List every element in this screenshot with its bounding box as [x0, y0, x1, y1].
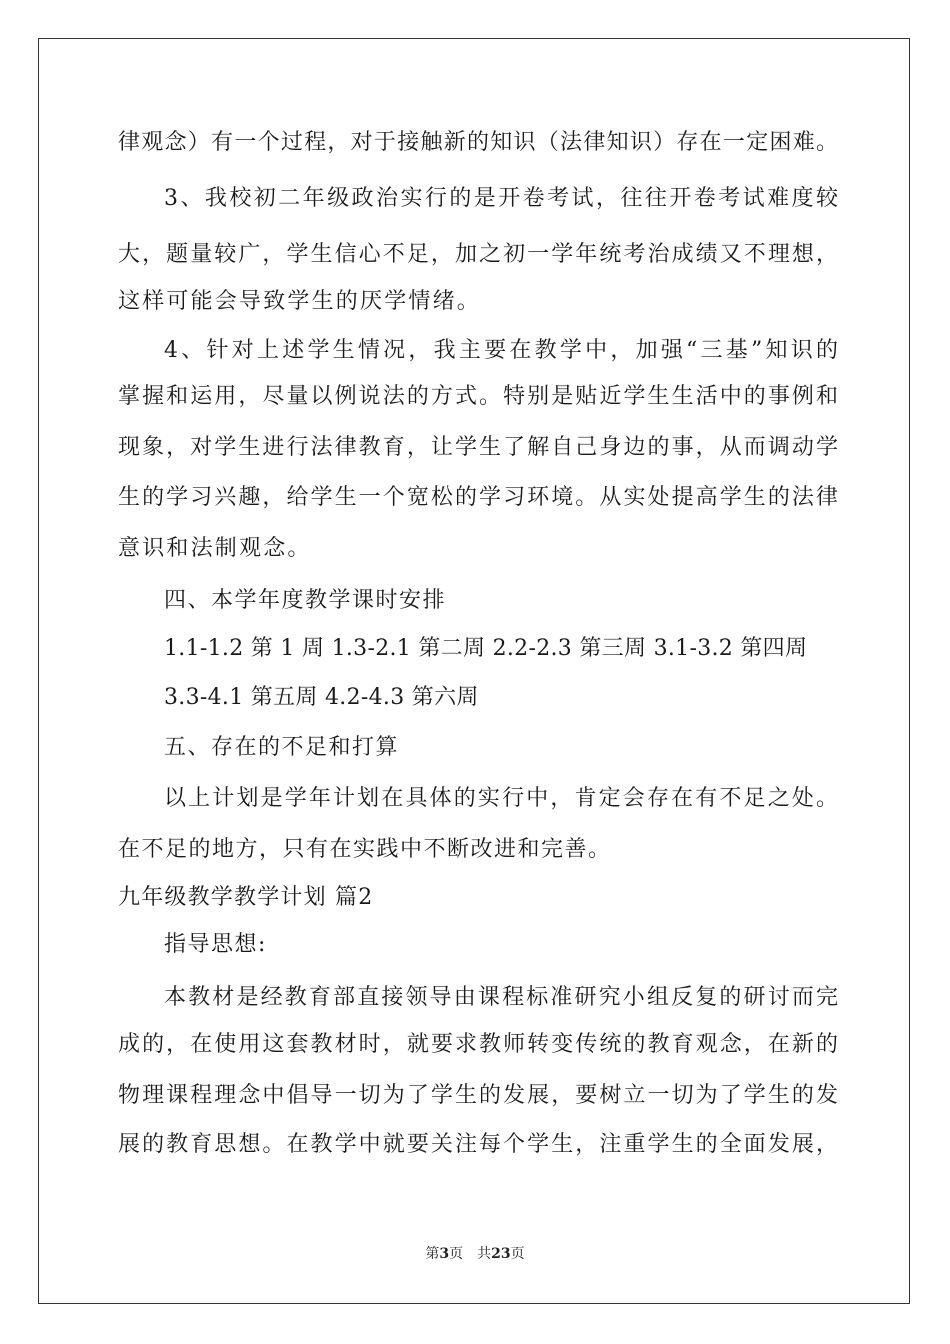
paragraph-line: 展的教育思想。在教学中就要关注每个学生，注重学生的全面发展， [118, 1132, 838, 1157]
page-border [38, 38, 910, 1304]
total-page-count: 23 [491, 1246, 511, 1262]
section-heading: 五、存在的不足和打算 [164, 735, 400, 760]
paragraph-line: 在不足的地方，只有在实践中不断改进和完善。 [118, 837, 612, 862]
section-heading: 四、本学年度教学课时安排 [164, 588, 447, 613]
paragraph-line: 以上计划是学年计划在具体的实行中，肯定会存在有不足之处。 [164, 786, 838, 811]
paragraph-line: 3、我校初二年级政治实行的是开卷考试，往往开卷考试难度较 [164, 186, 838, 211]
page-label-suffix: 页 [449, 1246, 464, 1262]
paragraph-line: 生的学习兴趣，给学生一个宽松的学习环境。从实处提高学生的法律 [118, 485, 838, 510]
paragraph-line: 4、针对上述学生情况，我主要在教学中，加强“三基”知识的 [164, 338, 838, 363]
paragraph-line: 现象，对学生进行法律教育，让学生了解自己身边的事，从而调动学 [118, 435, 838, 460]
schedule-line: 1.1-1.2 第 1 周 1.3-2.1 第二周 2.2-2.3 第三周 3.1-3.2 第四周 [164, 636, 808, 661]
page-label-prefix: 第 [425, 1246, 440, 1262]
paragraph-line: 物理课程理念中倡导一切为了学生的发展，要树立一切为了学生的发 [118, 1083, 838, 1108]
paragraph-line: 这样可能会导致学生的厌学情绪。 [118, 289, 482, 314]
total-label-suffix: 页 [510, 1246, 525, 1262]
paragraph-line: 意识和法制观念。 [118, 536, 312, 561]
paragraph-line: 掌握和运用，尽量以例说法的方式。特别是贴近学生生活中的事例和 [118, 384, 838, 409]
paragraph-line: 本教材是经教育部直接领导由课程标准研究小组反复的研讨而完 [164, 985, 838, 1010]
total-label-prefix: 共 [477, 1246, 492, 1262]
page-footer [0, 1244, 950, 1264]
schedule-line: 3.3-4.1 第五周 4.2-4.3 第六周 [164, 685, 479, 710]
paragraph-line: 成的，在使用这套教材时，就要求教师转变传统的教育观念，在新的 [118, 1032, 838, 1057]
section-heading: 指导思想: [164, 932, 267, 957]
current-page-number: 3 [439, 1246, 450, 1262]
paragraph-line: 律观念）有一个过程，对于接触新的知识（法律知识）存在一定困难。 [118, 130, 838, 155]
article-title: 九年级教学教学计划 篇2 [118, 885, 374, 910]
paragraph-line: 大，题量较广，学生信心不足，加之初一学年统考治成绩又不理想， [118, 242, 838, 267]
